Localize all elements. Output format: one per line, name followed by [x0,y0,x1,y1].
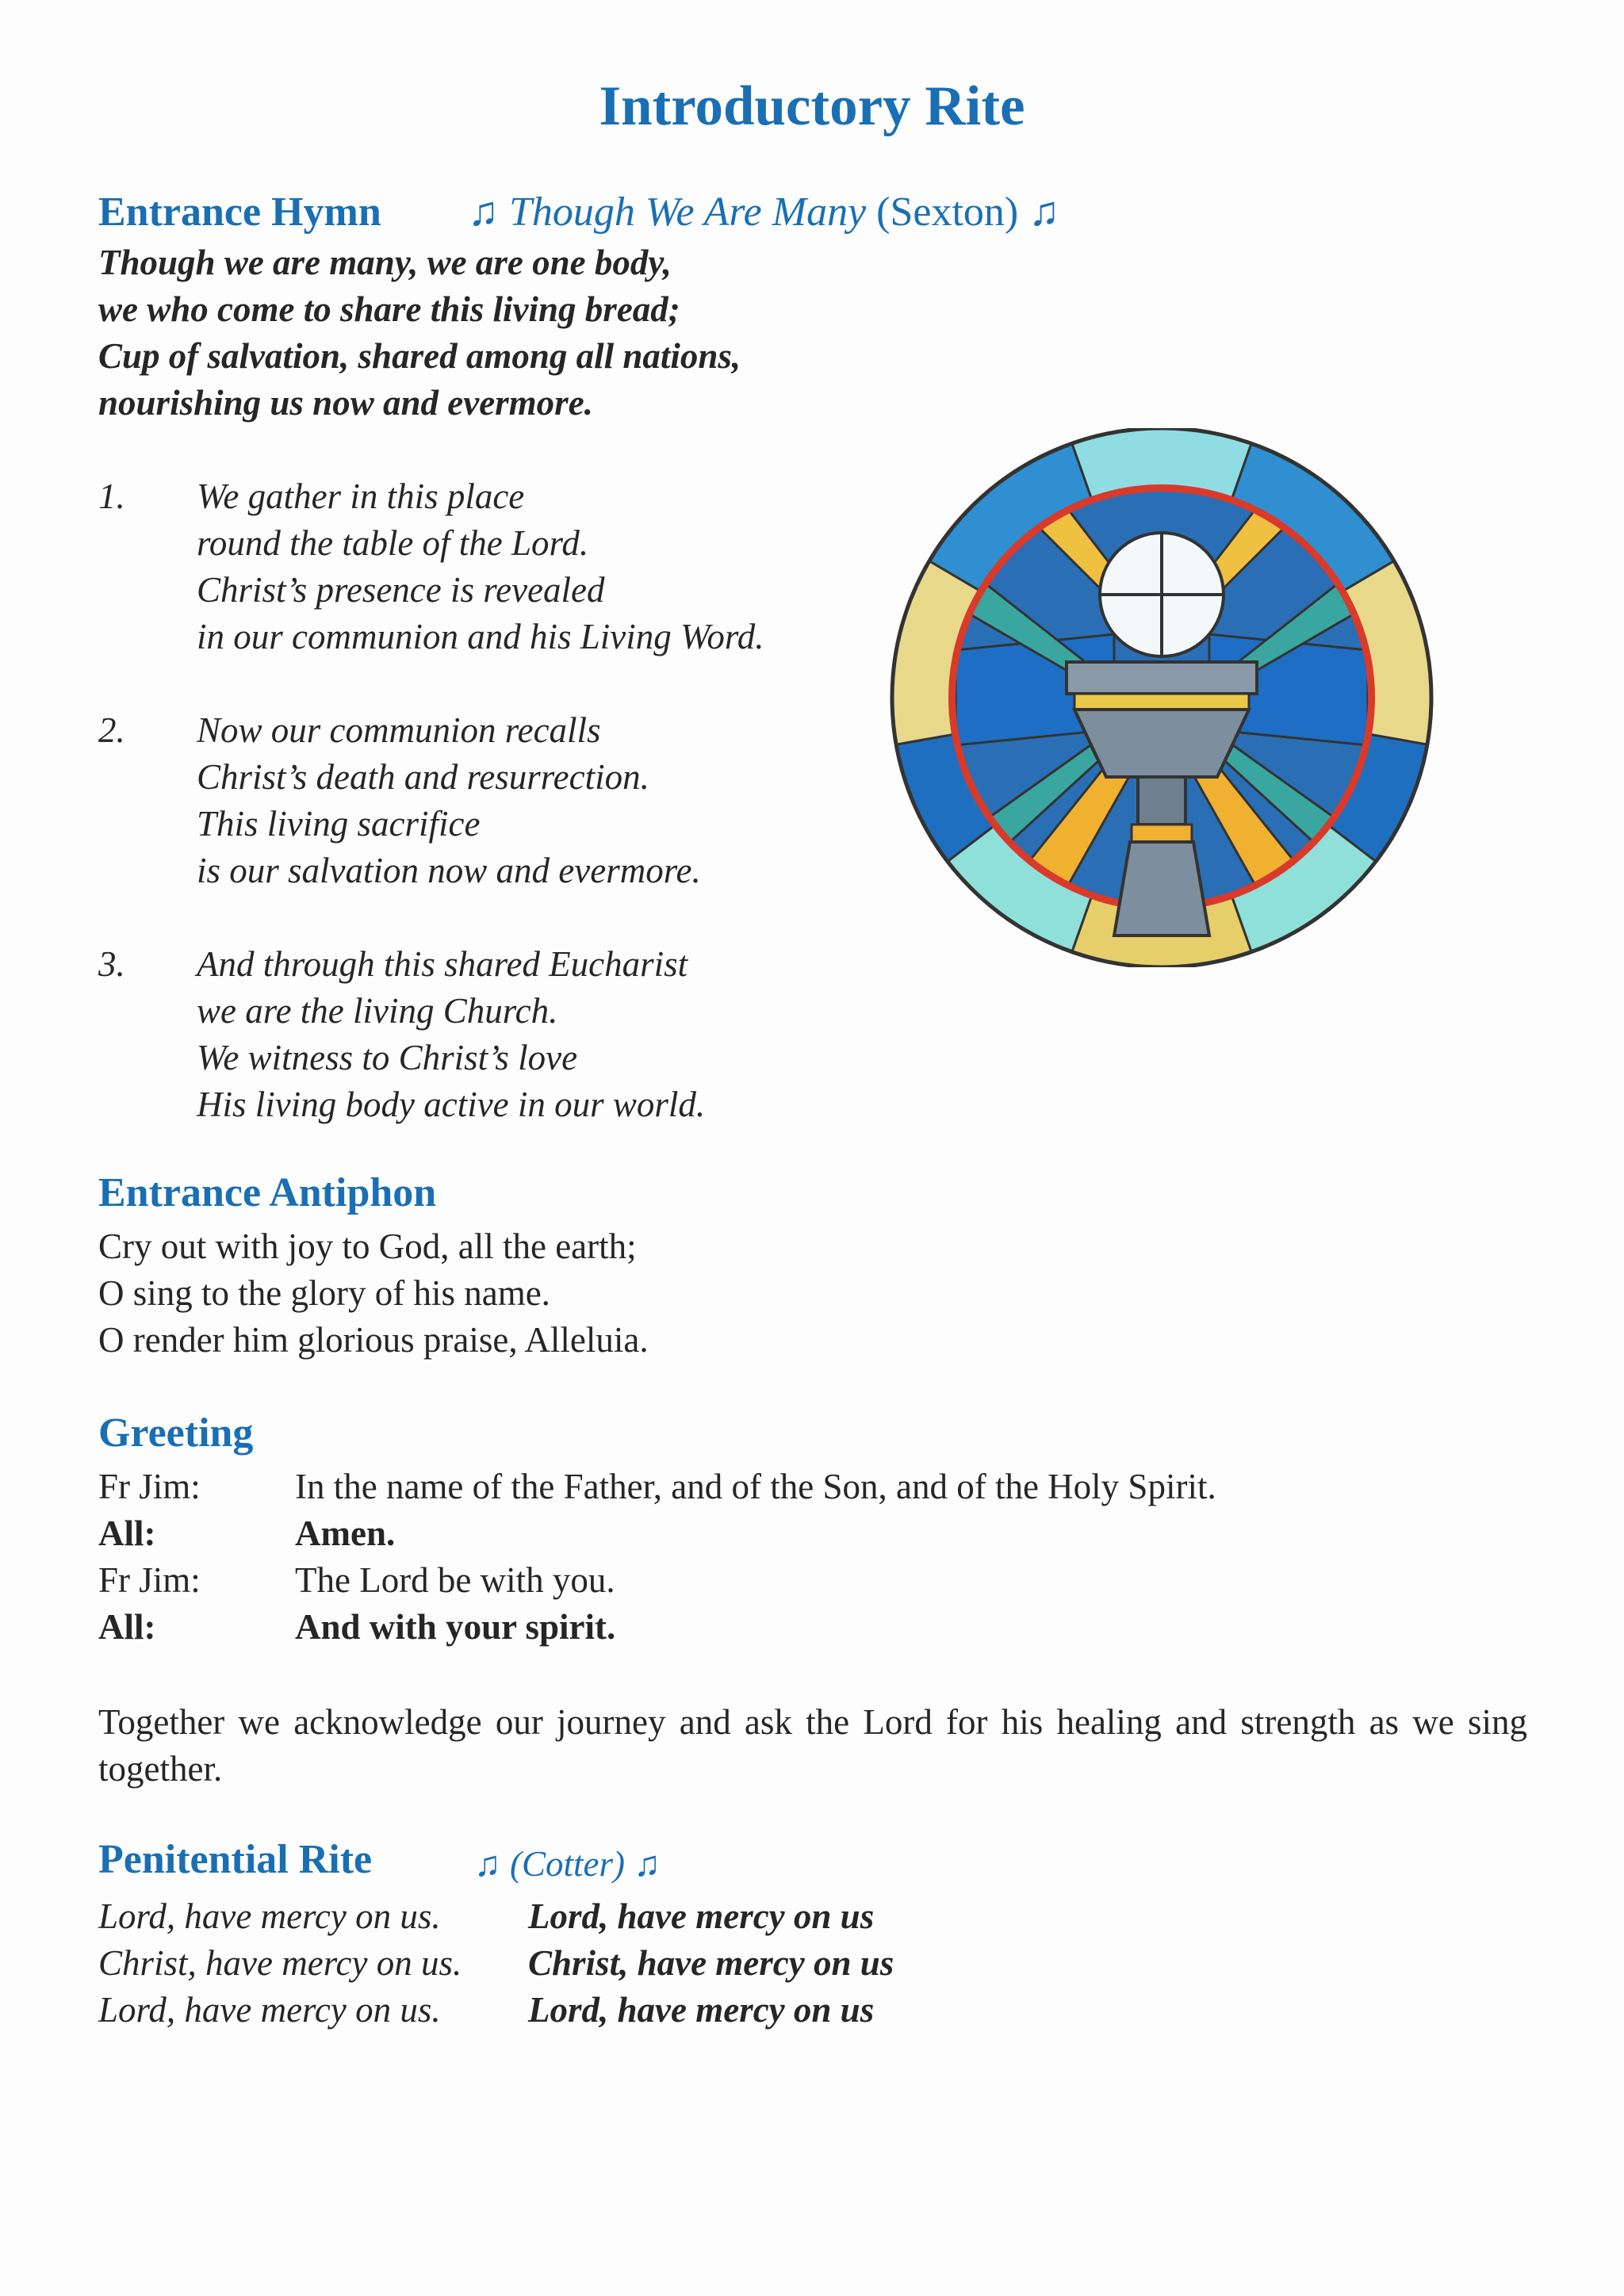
verse-line: We gather in this place [197,476,525,516]
speaker-label: All: [98,1607,156,1647]
antiphon-line: Cry out with joy to God, all the earth; [98,1226,637,1266]
verse-number: 3. [98,944,125,984]
verse-line: Christ’s death and resurrection. [197,757,649,797]
hymn-title: Though We Are Many [509,189,867,235]
dialogue-text: And with your spirit. [295,1607,616,1647]
kyrie-call: Christ, have mercy on us. [98,1943,462,1983]
verse-line: Christ’s presence is revealed [197,570,605,610]
hymn-composer: (Sexton) [876,189,1019,235]
entrance-hymn-heading: Entrance Hymn [98,189,381,235]
verse-line: We witness to Christ’s love [197,1038,578,1077]
verse-line: His living body active in our world. [197,1085,706,1124]
refrain-line: Though we are many, we are one body, [98,243,672,282]
verse-number: 1. [98,476,125,516]
page-title: Introductory Rite [599,75,1025,137]
greeting-paragraph: Together we acknowledge our journey and ask the Lord for his healing and strength as we sing together. [98,1702,1527,1789]
verse-line: Now our communion recalls [197,710,601,750]
entrance-antiphon-heading: Entrance Antiphon [98,1170,437,1215]
verse-line: This living sacrifice [197,804,481,844]
verse-number: 2. [98,710,125,750]
speaker-label: All: [98,1513,156,1553]
refrain-line: Cup of salvation, shared among all nations, [98,336,741,376]
verse-line: we are the living Church. [197,991,558,1031]
music-note-icon: ♫ [474,1844,501,1884]
antiphon-line: O render him glorious praise, Alleluia. [98,1320,649,1360]
speaker-label: Fr Jim: [98,1467,201,1506]
refrain-line: nourishing us now and evermore. [98,383,593,423]
music-note-icon: ♫ [1028,189,1060,235]
music-note-icon: ♫ [468,189,499,235]
penitential-composer: (Cotter) [510,1844,625,1884]
kyrie-response: Lord, have mercy on us [528,1990,875,2030]
entrance-hymn-reference [468,188,1059,237]
kyrie-response: Christ, have mercy on us [528,1943,894,1983]
verse-line: And through this shared Eucharist [197,944,688,984]
kyrie-call: Lord, have mercy on us. [98,1896,441,1936]
verse-line: is our salvation now and evermore. [197,851,701,890]
verse-line: in our communion and his Living Word. [197,617,764,656]
dialogue-text: The Lord be with you. [295,1560,615,1600]
antiphon-line: O sing to the glory of his name. [98,1273,550,1313]
kyrie-response: Lord, have mercy on us [528,1896,875,1936]
dialogue-text: In the name of the Father, and of the Son, and of the Holy Spirit. [295,1467,1216,1506]
penitential-rite-heading: Penitential Rite [98,1837,373,1882]
dialogue-text: Amen. [295,1513,396,1553]
refrain-line: we who come to share this living bread; [98,289,680,329]
kyrie-call: Lord, have mercy on us. [98,1990,441,2030]
music-note-icon: ♫ [634,1844,661,1884]
verse-line: round the table of the Lord. [197,523,589,563]
speaker-label: Fr Jim: [98,1560,201,1600]
greeting-heading: Greeting [98,1410,254,1456]
penitential-rite-reference [474,1843,661,1885]
stained-glass-chalice-icon [884,428,1439,967]
